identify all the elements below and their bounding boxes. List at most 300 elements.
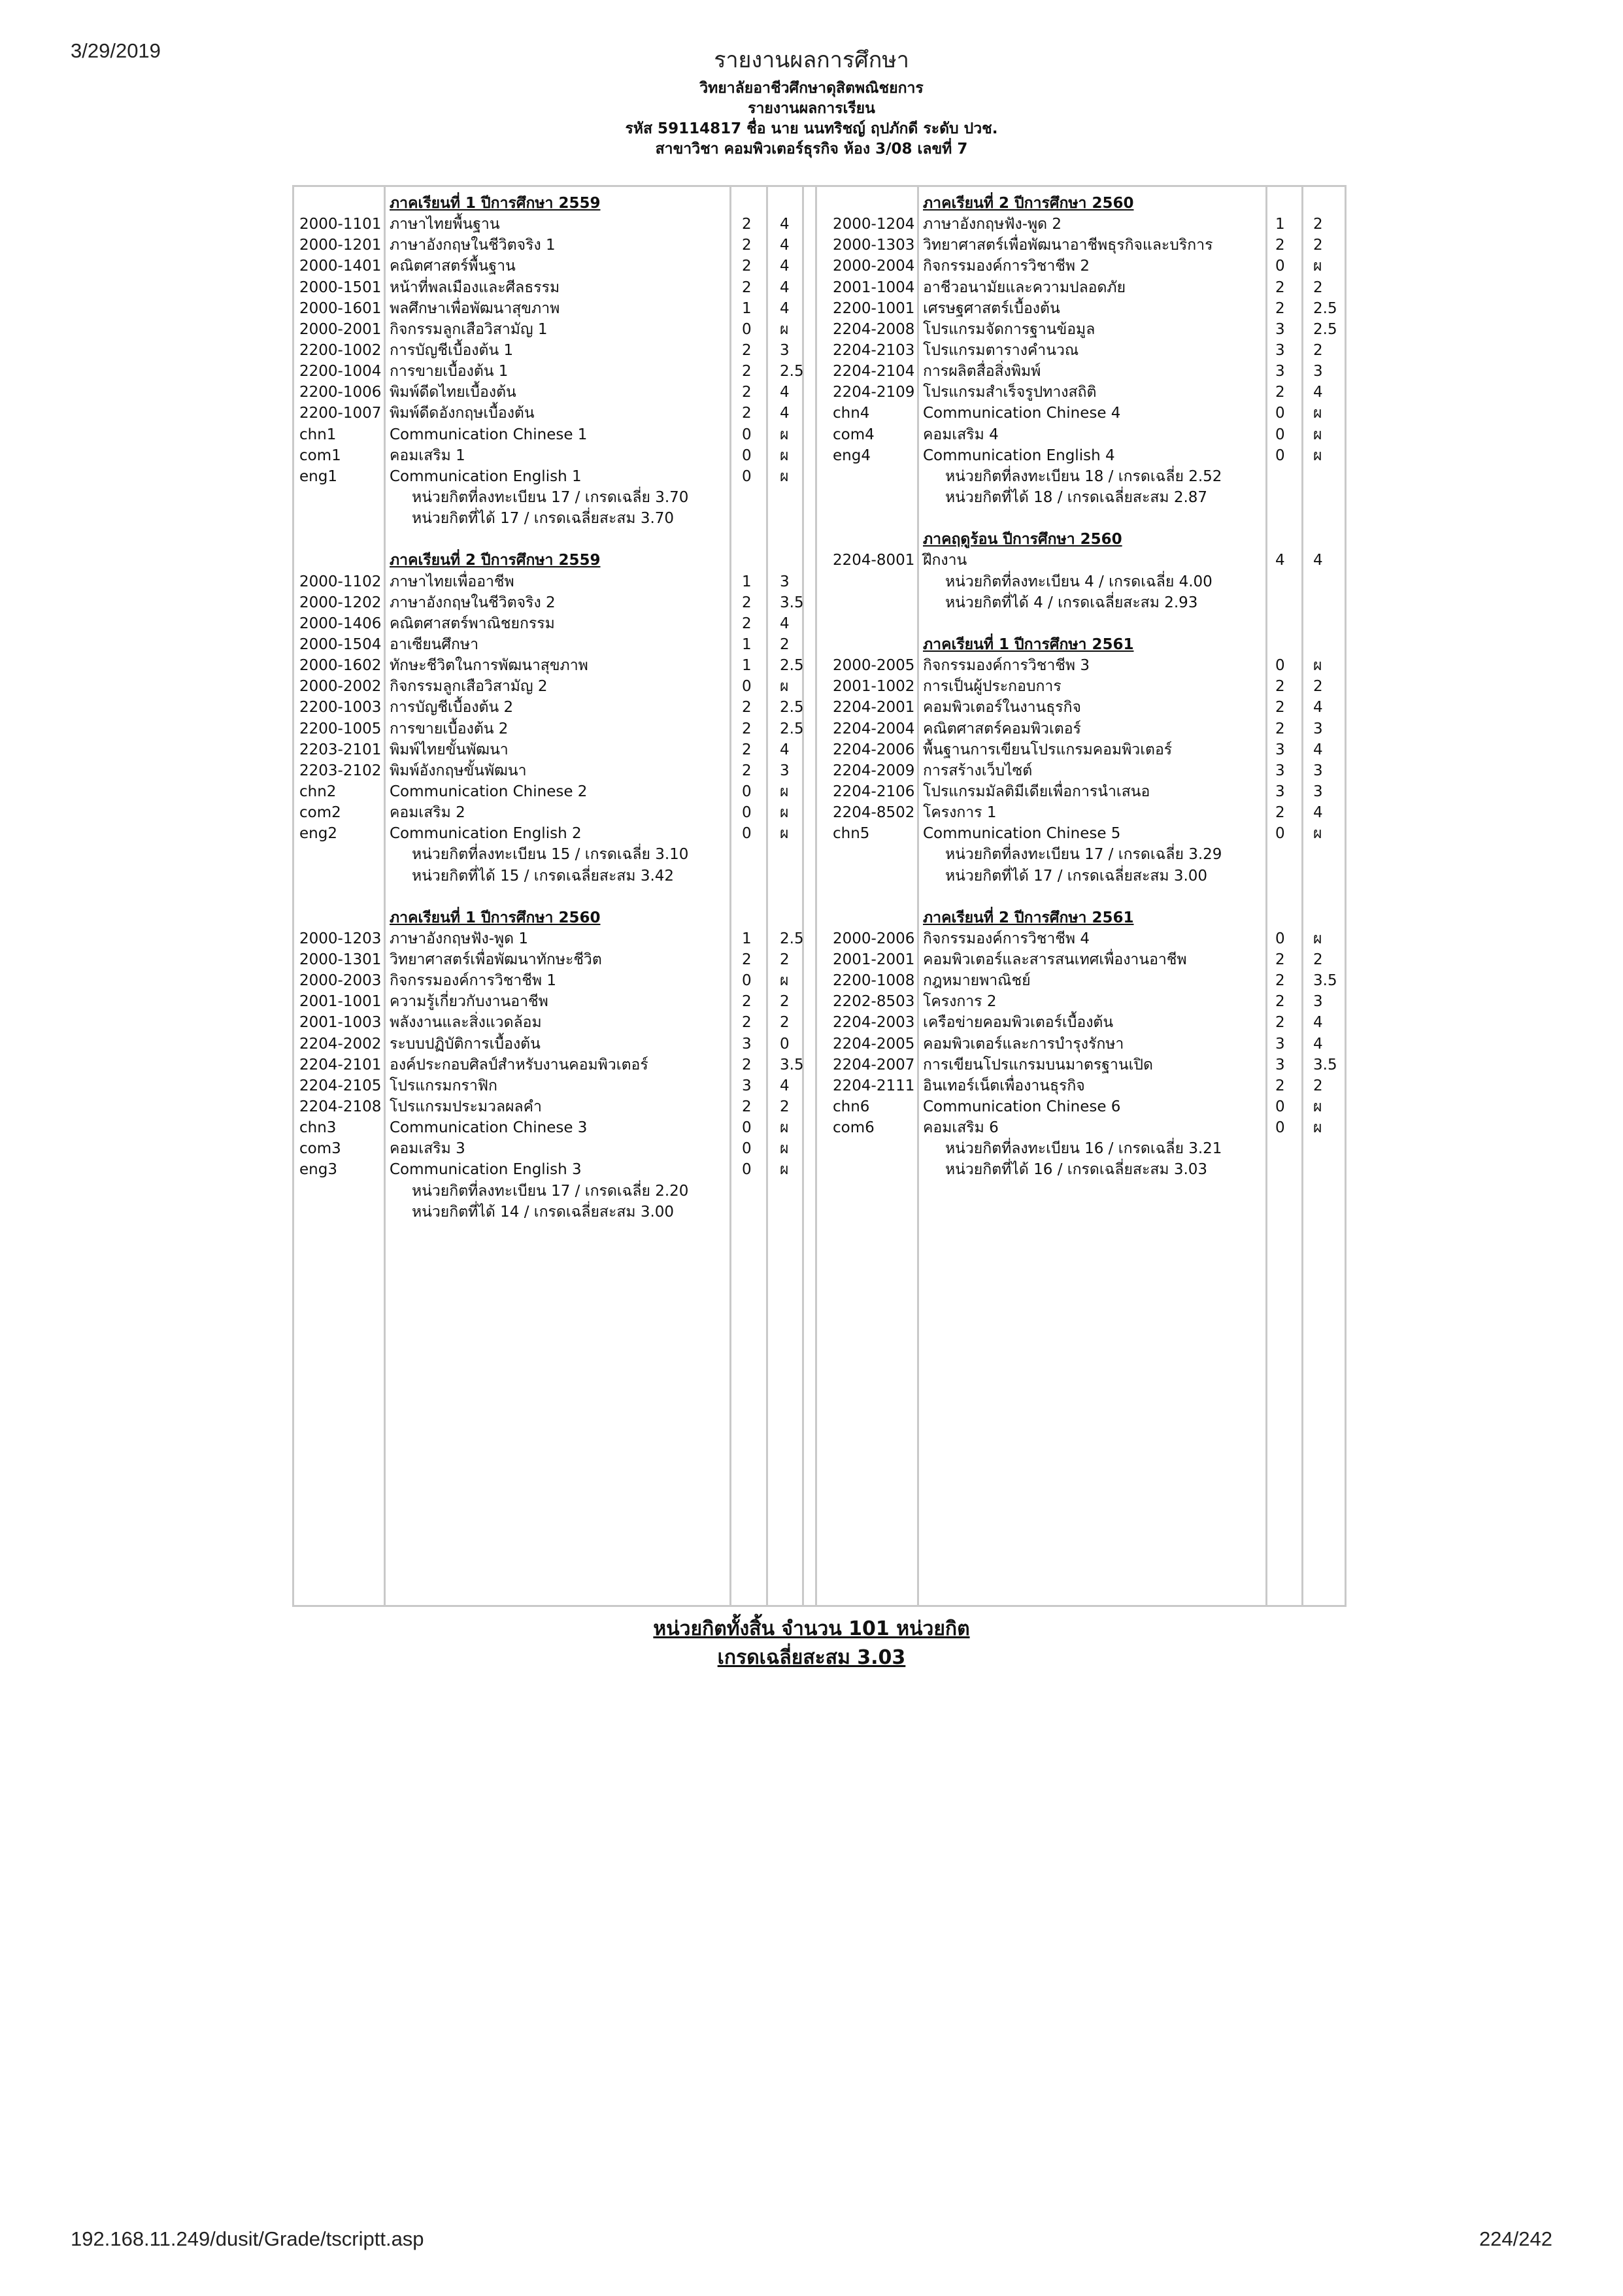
course-credit: 2 — [742, 341, 752, 359]
course-grade: 3 — [780, 762, 790, 779]
course-name: กิจกรรมลูกเสือวิสามัญ 1 — [390, 320, 548, 338]
course-credit: 2 — [742, 594, 752, 611]
course-grade: 4 — [780, 237, 790, 254]
course-credit: 3 — [1275, 320, 1285, 338]
course-code: 2000-1501 — [299, 279, 382, 296]
course-row — [828, 1117, 1344, 1138]
course-row — [828, 382, 1344, 403]
blank-row — [828, 613, 1344, 634]
course-row — [294, 592, 811, 613]
course-code: 2204-8502 — [833, 804, 915, 822]
course-code: 2204-2008 — [833, 320, 915, 338]
course-row — [294, 718, 811, 739]
course-grade: 4 — [1313, 699, 1323, 717]
course-code: eng2 — [299, 825, 337, 843]
course-name: ความรู้เกี่ยวกับงานอาชีพ — [390, 993, 548, 1011]
course-code: 2204-2006 — [833, 741, 915, 758]
course-credit: 2 — [1275, 299, 1285, 317]
course-code: 2203-2101 — [299, 741, 382, 758]
semester-title: ภาคเรียนที่ 1 ปีการศึกษา 2559 — [390, 195, 601, 212]
course-name: คอมเสริม 6 — [923, 1119, 999, 1137]
course-grade: ผ — [1313, 405, 1322, 422]
course-credit: 2 — [742, 216, 752, 233]
course-credit: 0 — [742, 1161, 752, 1179]
semester-summary — [828, 1138, 1344, 1159]
course-code: 2200-1007 — [299, 405, 382, 422]
grid-line — [815, 187, 817, 1605]
course-name: การขายเบื้องต้น 2 — [390, 720, 509, 737]
summary-text: หน่วยกิตที่ลงทะเบียน 15 / เกรดเฉลี่ย 3.10 — [412, 846, 689, 864]
course-name: คอมเสริม 1 — [390, 447, 465, 464]
course-credit: 3 — [742, 1077, 752, 1094]
course-grade: 3 — [1313, 783, 1323, 800]
course-row — [294, 571, 811, 592]
course-row — [294, 1034, 811, 1055]
course-row — [828, 550, 1344, 571]
course-code: com4 — [833, 426, 875, 443]
course-row — [828, 823, 1344, 844]
school-name: วิทยาลัยอาชีวศึกษาดุสิตพณิชยการ — [699, 80, 924, 97]
course-code: 2203-2102 — [299, 762, 382, 779]
print-page-number: 224/242 — [1479, 2227, 1552, 2250]
course-credit: 1 — [1275, 216, 1285, 233]
course-code: 2200-1004 — [299, 363, 382, 380]
course-grade: 2 — [780, 1014, 790, 1032]
course-code: 2000-1102 — [299, 573, 382, 590]
course-name: การผลิตสื่อสิ่งพิมพ์ — [923, 363, 1041, 380]
course-grade: 2.5 — [780, 657, 804, 675]
course-name: คอมเสริม 3 — [390, 1140, 465, 1158]
course-code: 2000-2004 — [833, 258, 915, 275]
course-name: ภาษาไทยพื้นฐาน — [390, 216, 500, 233]
course-name: วิทยาศาสตร์เพื่อพัฒนาอาชีพธุรกิจและบริการ — [923, 237, 1213, 254]
course-grade: 4 — [1313, 552, 1323, 569]
course-name: กฎหมายพาณิชย์ — [923, 972, 1031, 990]
course-name: คณิตศาสตร์พาณิชยกรรม — [390, 615, 555, 632]
course-name: Communication English 4 — [923, 447, 1115, 464]
course-name: คอมพิวเตอร์และสารสนเทศเพื่องานอาชีพ — [923, 951, 1187, 969]
course-row — [828, 1012, 1344, 1033]
course-row — [294, 424, 811, 445]
course-grade: 4 — [780, 258, 790, 275]
course-name: คณิตศาสตร์พื้นฐาน — [390, 258, 516, 275]
course-credit: 3 — [1275, 741, 1285, 758]
course-code: 2200-1008 — [833, 972, 915, 990]
course-grade: 3 — [1313, 720, 1323, 737]
course-row — [828, 697, 1344, 718]
semester-title: ภาคเรียนที่ 2 ปีการศึกษา 2559 — [390, 552, 601, 569]
semester-title: ภาคเรียนที่ 2 ปีการศึกษา 2560 — [923, 195, 1134, 212]
course-code: 2001-1003 — [299, 1014, 382, 1032]
semester-title: ภาคเรียนที่ 1 ปีการศึกษา 2560 — [390, 909, 601, 926]
course-code: chn1 — [299, 426, 337, 443]
course-name: โปรแกรมสำเร็จรูปทางสถิติ — [923, 384, 1097, 401]
course-name: ภาษาอังกฤษฟัง-พูด 1 — [390, 930, 529, 947]
semester-title: ภาคเรียนที่ 2 ปีการศึกษา 2561 — [923, 909, 1134, 926]
course-row — [294, 1138, 811, 1159]
course-name: พลังงานและสิ่งแวดล้อม — [390, 1014, 542, 1032]
semester-heading — [828, 529, 1344, 550]
course-credit: 0 — [742, 825, 752, 843]
course-credit: 0 — [1275, 825, 1285, 843]
course-name: Communication Chinese 2 — [390, 783, 588, 800]
course-grade: ผ — [780, 320, 789, 338]
course-name: โปรแกรมกราฟิก — [390, 1077, 497, 1094]
course-grade: ผ — [1313, 1098, 1322, 1116]
transcript-table — [292, 185, 1347, 1607]
course-grade: 3 — [780, 341, 790, 359]
course-name: ทักษะชีวิตในการพัฒนาสุขภาพ — [390, 657, 588, 675]
course-row — [294, 676, 811, 697]
course-grade: 2.5 — [780, 720, 804, 737]
course-row — [828, 403, 1344, 424]
course-grade: ผ — [1313, 1119, 1322, 1137]
course-grade: 2 — [1313, 1077, 1323, 1094]
course-row — [828, 655, 1344, 676]
course-row — [294, 1117, 811, 1138]
course-code: 2204-2106 — [833, 783, 915, 800]
course-credit: 0 — [1275, 930, 1285, 947]
course-credit: 2 — [742, 615, 752, 632]
course-code: 2200-1002 — [299, 341, 382, 359]
course-code: chn3 — [299, 1119, 337, 1137]
course-code: 2204-2111 — [833, 1077, 915, 1094]
course-row — [294, 1055, 811, 1075]
course-credit: 0 — [1275, 657, 1285, 675]
course-code: 2200-1003 — [299, 699, 382, 717]
course-credit: 0 — [1275, 405, 1285, 422]
course-grade: 3 — [780, 573, 790, 590]
course-credit: 2 — [742, 384, 752, 401]
course-grade: 2 — [1313, 678, 1323, 696]
course-code: 2204-2105 — [299, 1077, 382, 1094]
course-name: การบัญชีเบื้องต้น 2 — [390, 699, 514, 717]
course-credit: 2 — [1275, 699, 1285, 717]
course-row — [828, 676, 1344, 697]
course-grade: 2 — [780, 993, 790, 1011]
course-credit: 2 — [742, 951, 752, 969]
blank-row — [294, 529, 811, 550]
course-name: ภาษาอังกฤษฟัง-พูด 2 — [923, 216, 1062, 233]
summary-text: หน่วยกิตที่ได้ 14 / เกรดเฉลี่ยสะสม 3.00 — [412, 1203, 675, 1221]
course-grade: 4 — [780, 216, 790, 233]
course-row — [294, 697, 811, 718]
course-code: 2204-2001 — [833, 699, 915, 717]
course-name: กิจกรรมองค์การวิชาชีพ 4 — [923, 930, 1090, 947]
blank-row — [828, 508, 1344, 529]
semester-summary — [828, 571, 1344, 592]
course-grade: 2 — [1313, 951, 1323, 969]
course-row — [294, 970, 811, 991]
course-name: Communication Chinese 6 — [923, 1098, 1121, 1116]
right-column — [828, 193, 1344, 1181]
course-grade: ผ — [1313, 447, 1322, 464]
course-name: เครือข่ายคอมพิวเตอร์เบื้องต้น — [923, 1014, 1114, 1032]
course-name: โครงการ 1 — [923, 804, 997, 822]
course-row — [828, 949, 1344, 970]
course-code: 2000-1401 — [299, 258, 382, 275]
course-code: 2204-2009 — [833, 762, 915, 779]
course-name: คอมเสริม 4 — [923, 426, 999, 443]
course-row — [828, 298, 1344, 319]
course-row — [294, 781, 811, 802]
semester-title: ภาคฤดูร้อน ปีการศึกษา 2560 — [923, 531, 1122, 549]
course-name: พิมพ์ไทยขั้นพัฒนา — [390, 741, 509, 758]
print-url: 192.168.11.249/dusit/Grade/tscriptt.asp — [71, 2227, 424, 2250]
course-credit: 0 — [742, 783, 752, 800]
course-row — [828, 991, 1344, 1012]
course-code: 2000-1406 — [299, 615, 382, 632]
summary-text: หน่วยกิตที่ลงทะเบียน 17 / เกรดเฉลี่ย 3.29 — [945, 846, 1222, 864]
course-name: Communication English 1 — [390, 467, 582, 485]
course-row — [294, 235, 811, 256]
course-credit: 0 — [742, 1119, 752, 1137]
semester-summary — [294, 487, 811, 508]
course-code: chn4 — [833, 405, 870, 422]
summary-text: หน่วยกิตที่ลงทะเบียน 17 / เกรดเฉลี่ย 3.70 — [412, 488, 689, 506]
course-credit: 2 — [742, 741, 752, 758]
totals — [0, 1615, 1623, 1672]
course-credit: 3 — [1275, 341, 1285, 359]
course-row — [828, 970, 1344, 991]
course-code: com1 — [299, 447, 341, 464]
course-credit: 3 — [1275, 1056, 1285, 1073]
course-name: Communication Chinese 5 — [923, 825, 1121, 843]
semester-summary — [294, 1181, 811, 1202]
course-name: Communication Chinese 4 — [923, 405, 1121, 422]
course-row — [828, 1055, 1344, 1075]
semester-summary — [294, 866, 811, 886]
summary-text: หน่วยกิตที่ลงทะเบียน 4 / เกรดเฉลี่ย 4.00 — [945, 573, 1213, 590]
course-grade: 2.5 — [1313, 320, 1337, 338]
course-code: 2204-2103 — [833, 341, 915, 359]
course-name: อินเทอร์เน็ตเพื่องานธุรกิจ — [923, 1077, 1085, 1094]
summary-text: หน่วยกิตที่ลงทะเบียน 16 / เกรดเฉลี่ย 3.21 — [945, 1140, 1222, 1158]
course-grade: 2.5 — [780, 363, 804, 380]
course-code: 2000-1602 — [299, 657, 382, 675]
course-code: 2000-1601 — [299, 299, 382, 317]
course-credit: 0 — [742, 320, 752, 338]
course-credit: 0 — [1275, 426, 1285, 443]
course-credit: 2 — [742, 762, 752, 779]
course-row — [828, 277, 1344, 298]
course-grade: ผ — [780, 678, 789, 696]
semester-summary — [828, 592, 1344, 613]
course-credit: 2 — [1275, 237, 1285, 254]
course-credit: 2 — [742, 279, 752, 296]
course-code: 2000-1301 — [299, 951, 382, 969]
course-grade: 4 — [1313, 1035, 1323, 1053]
semester-summary — [294, 508, 811, 529]
course-code: 2000-1203 — [299, 930, 382, 947]
course-grade: 4 — [780, 384, 790, 401]
course-code: eng1 — [299, 467, 337, 485]
course-credit: 4 — [1275, 552, 1285, 569]
course-grade: 4 — [780, 741, 790, 758]
semester-summary — [294, 1202, 811, 1223]
course-row — [294, 613, 811, 634]
course-credit: 2 — [1275, 804, 1285, 822]
course-credit: 0 — [1275, 447, 1285, 464]
student-info: รหัส 59114817 ชื่อ นาย นนทริชญ์ ฤปภักดี ระดับ ปวช. — [625, 120, 998, 137]
course-code: 2000-2002 — [299, 678, 382, 696]
course-credit: 0 — [742, 467, 752, 485]
blank-row — [828, 886, 1344, 907]
course-name: คอมพิวเตอร์ในงานธุรกิจ — [923, 699, 1082, 717]
course-grade: ผ — [1313, 825, 1322, 843]
report-heading — [0, 78, 1623, 160]
course-row — [294, 1159, 811, 1180]
course-row — [294, 1096, 811, 1117]
print-title: รายงานผลการศึกษา — [714, 48, 909, 73]
summary-text: หน่วยกิตที่ได้ 18 / เกรดเฉลี่ยสะสม 2.87 — [945, 488, 1208, 506]
course-credit: 3 — [1275, 783, 1285, 800]
semester-summary — [828, 866, 1344, 886]
course-name: การเขียนโปรแกรมบนมาตรฐานเปิด — [923, 1056, 1153, 1073]
semester-summary — [828, 844, 1344, 865]
course-grade: ผ — [780, 1140, 789, 1158]
course-row — [294, 739, 811, 760]
course-grade: 4 — [1313, 804, 1323, 822]
course-credit: 0 — [1275, 1098, 1285, 1116]
course-grade: 4 — [1313, 741, 1323, 758]
course-row — [828, 802, 1344, 823]
course-name: ภาษาอังกฤษในชีวิตจริง 2 — [390, 594, 556, 611]
course-credit: 2 — [742, 993, 752, 1011]
course-name: ระบบปฏิบัติการเบื้องต้น — [390, 1035, 541, 1053]
course-credit: 2 — [1275, 678, 1285, 696]
course-code: 2204-2104 — [833, 363, 915, 380]
course-credit: 2 — [1275, 720, 1285, 737]
course-name: หน้าที่พลเมืองและศีลธรรม — [390, 279, 560, 296]
course-grade: 2.5 — [1313, 299, 1337, 317]
report-name: รายงานผลการเรียน — [748, 100, 875, 117]
course-row — [828, 739, 1344, 760]
course-code: 2204-2109 — [833, 384, 915, 401]
semester-heading — [294, 193, 811, 214]
course-name: คอมเสริม 2 — [390, 804, 465, 822]
course-grade: ผ — [780, 426, 789, 443]
course-credit: 3 — [1275, 1035, 1285, 1053]
course-grade: ผ — [1313, 930, 1322, 947]
course-credit: 0 — [1275, 1119, 1285, 1137]
course-credit: 3 — [742, 1035, 752, 1053]
course-row — [294, 361, 811, 382]
summary-text: หน่วยกิตที่ได้ 4 / เกรดเฉลี่ยสะสม 2.93 — [945, 594, 1198, 611]
course-row — [294, 760, 811, 781]
course-name: การบัญชีเบื้องต้น 1 — [390, 341, 514, 359]
course-grade: 4 — [1313, 384, 1323, 401]
course-name: เศรษฐศาสตร์เบื้องต้น — [923, 299, 1060, 317]
course-name: กิจกรรมองค์การวิชาชีพ 1 — [390, 972, 556, 990]
course-name: การเป็นผู้ประกอบการ — [923, 678, 1062, 696]
course-row — [828, 1096, 1344, 1117]
course-row — [828, 928, 1344, 949]
course-code: 2000-1201 — [299, 237, 382, 254]
course-code: chn6 — [833, 1098, 870, 1116]
course-grade: ผ — [780, 783, 789, 800]
course-row — [294, 256, 811, 277]
course-credit: 0 — [742, 447, 752, 464]
semester-summary — [828, 466, 1344, 487]
course-code: 2000-2005 — [833, 657, 915, 675]
course-code: eng4 — [833, 447, 871, 464]
course-code: eng3 — [299, 1161, 337, 1179]
course-row — [294, 634, 811, 655]
course-grade: 4 — [780, 299, 790, 317]
summary-text: หน่วยกิตที่ลงทะเบียน 18 / เกรดเฉลี่ย 2.52 — [945, 467, 1222, 485]
course-credit: 0 — [742, 678, 752, 696]
course-grade: ผ — [780, 972, 789, 990]
course-name: โปรแกรมมัลติมีเดียเพื่อการนำเสนอ — [923, 783, 1150, 800]
summary-text: หน่วยกิตที่ได้ 17 / เกรดเฉลี่ยสะสม 3.70 — [412, 510, 675, 528]
course-code: 2204-2002 — [299, 1035, 382, 1053]
course-row — [294, 928, 811, 949]
course-code: 2204-2101 — [299, 1056, 382, 1073]
course-code: 2000-1303 — [833, 237, 915, 254]
course-code: 2000-1202 — [299, 594, 382, 611]
summary-text: หน่วยกิตที่ได้ 17 / เกรดเฉลี่ยสะสม 3.00 — [945, 867, 1208, 885]
course-name: องค์ประกอบศิลป์สำหรับงานคอมพิวเตอร์ — [390, 1056, 648, 1073]
course-code: 2202-8503 — [833, 993, 915, 1011]
course-credit: 1 — [742, 635, 752, 653]
semester-summary — [828, 1159, 1344, 1180]
course-name: กิจกรรมองค์การวิชาชีพ 3 — [923, 657, 1090, 675]
course-code: 2001-2001 — [833, 951, 915, 969]
course-grade: ผ — [1313, 258, 1322, 275]
course-code: 2204-2003 — [833, 1014, 915, 1032]
course-grade: 3.5 — [780, 594, 804, 611]
course-grade: 2 — [780, 635, 790, 653]
course-grade: ผ — [1313, 426, 1322, 443]
course-credit: 2 — [742, 720, 752, 737]
course-grade: ผ — [780, 1119, 789, 1137]
course-grade: 3 — [1313, 363, 1323, 380]
course-grade: 4 — [780, 279, 790, 296]
course-credit: 1 — [742, 657, 752, 675]
course-grade: 3.5 — [1313, 972, 1337, 990]
course-name: โปรแกรมประมวลผลคำ — [390, 1098, 542, 1116]
course-credit: 2 — [1275, 279, 1285, 296]
course-credit: 1 — [742, 930, 752, 947]
course-name: ฝึกงาน — [923, 552, 967, 569]
course-credit: 2 — [742, 1014, 752, 1032]
course-code: 2200-1001 — [833, 299, 915, 317]
course-credit: 2 — [1275, 1014, 1285, 1032]
course-name: กิจกรรมลูกเสือวิสามัญ 2 — [390, 678, 548, 696]
course-row — [294, 1075, 811, 1096]
course-code: com3 — [299, 1140, 341, 1158]
course-grade: 4 — [780, 615, 790, 632]
course-row — [294, 823, 811, 844]
course-row — [294, 319, 811, 340]
blank-row — [294, 886, 811, 907]
course-grade: 3.5 — [1313, 1056, 1337, 1073]
course-name: ภาษาไทยเพื่ออาชีพ — [390, 573, 514, 590]
course-code: 2204-2007 — [833, 1056, 915, 1073]
course-name: Communication English 2 — [390, 825, 582, 843]
course-name: อาชีวอนามัยและความปลอดภัย — [923, 279, 1126, 296]
cumulative-gpa: เกรดเฉลี่ยสะสม 3.03 — [717, 1646, 906, 1669]
course-credit: 0 — [742, 972, 752, 990]
semester-title: ภาคเรียนที่ 1 ปีการศึกษา 2561 — [923, 635, 1134, 653]
course-credit: 3 — [1275, 762, 1285, 779]
course-grade: ผ — [780, 1161, 789, 1179]
course-row — [828, 214, 1344, 235]
course-grade: 3 — [1313, 762, 1323, 779]
course-code: 2001-1001 — [299, 993, 382, 1011]
course-credit: 2 — [742, 1056, 752, 1073]
